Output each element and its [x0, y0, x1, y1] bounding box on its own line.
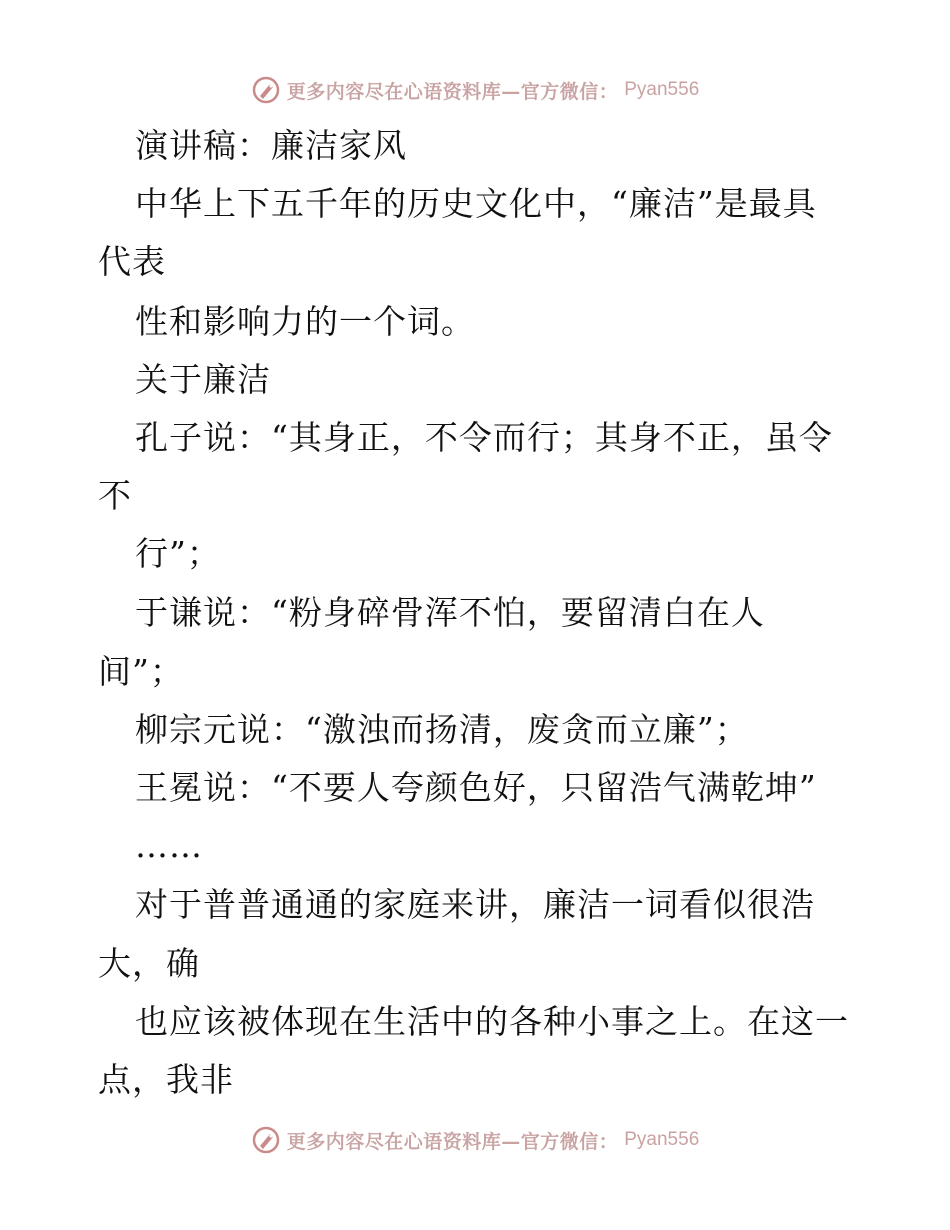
- quote-line: 行”；: [135, 534, 221, 573]
- paragraph-line: 对于普普通通的家庭来讲，廉洁一词看似很浩: [135, 885, 815, 924]
- footer-watermark: [0, 1120, 950, 1160]
- quote-line: 间”；: [98, 652, 184, 691]
- watermark-text: 更多内容尽在心语资料库—官方微信：: [286, 1130, 619, 1153]
- paragraph-line: 点，我非: [98, 1060, 234, 1099]
- watermark-wechat-id: Pyan556: [624, 1129, 700, 1150]
- ellipsis-line: ……: [135, 826, 203, 865]
- quote-line: 柳宗元说：“激浊而扬清，废贪而立廉”；: [135, 710, 749, 749]
- watermark-text: 更多内容尽在心语资料库—官方微信：: [286, 80, 619, 103]
- quote-line: 孔子说：“其身正，不令而行；其身不正，虽令: [135, 418, 833, 457]
- paragraph-line: 大，确: [98, 944, 200, 983]
- watermark-wechat-id: Pyan556: [624, 79, 700, 100]
- pen-nib-seal-icon: [251, 1125, 281, 1155]
- quote-line: 王冕说：“不要人夸颜色好，只留浩气满乾坤”: [135, 768, 817, 807]
- paragraph-line: 代表: [98, 242, 166, 281]
- quote-line: 不: [98, 476, 132, 515]
- section-heading: 关于廉洁: [135, 360, 271, 399]
- paragraph-line: 也应该被体现在生活中的各种小事之上。在这一: [135, 1002, 849, 1041]
- quote-line: 于谦说：“粉身碎骨浑不怕，要留清白在人: [135, 593, 765, 632]
- pen-nib-seal-icon: [251, 75, 281, 105]
- paragraph-line: 性和影响力的一个词。: [135, 302, 475, 341]
- header-watermark: [0, 70, 950, 110]
- speech-title: 演讲稿：廉洁家风: [135, 126, 407, 165]
- paragraph-line: 中华上下五千年的历史文化中，“廉洁”是最具: [135, 184, 817, 223]
